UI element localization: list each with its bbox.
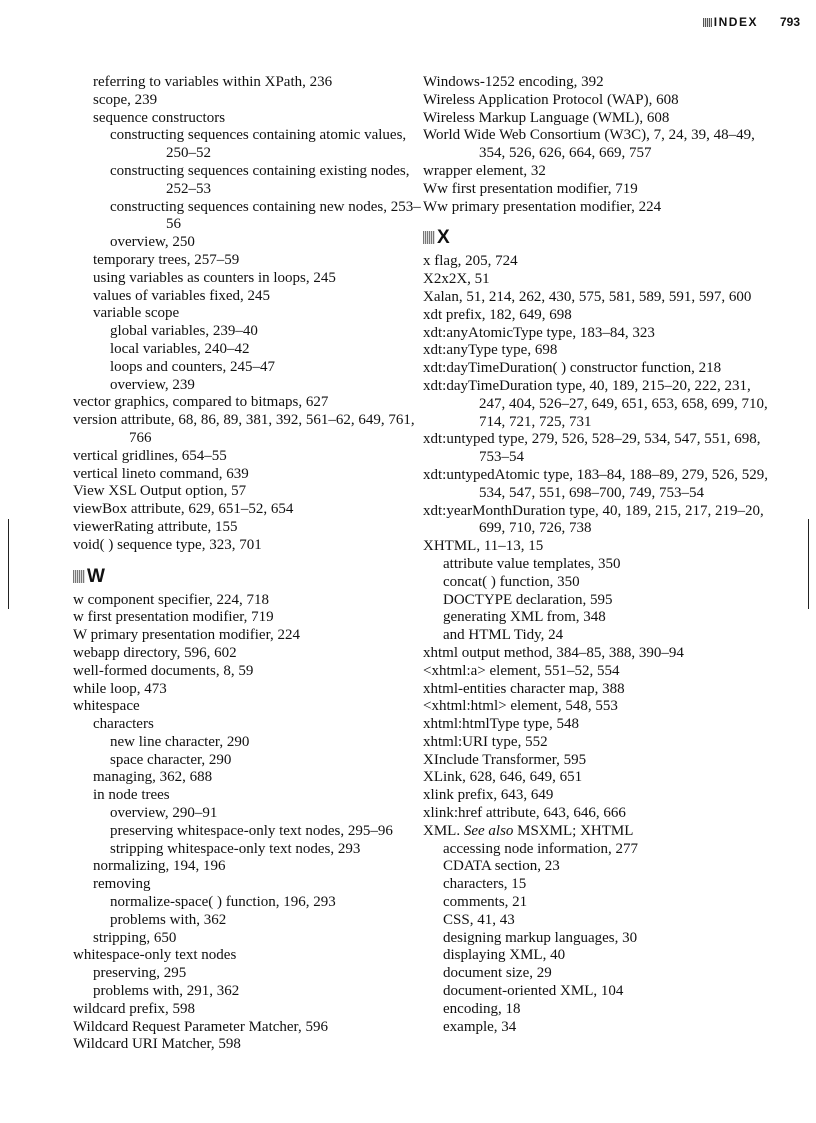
index-entry: viewBox attribute, 629, 651–52, 654: [73, 501, 294, 518]
section-marker-icon: [423, 231, 435, 244]
index-entry: XML. See also MSXML; XHTML: [423, 822, 634, 839]
index-entry: <xhtml:a> element, 551–52, 554: [423, 662, 620, 679]
index-entry: XInclude Transformer, 595: [423, 751, 587, 768]
index-entry: webapp directory, 596, 602: [73, 644, 237, 661]
index-entry: XHTML, 11–13, 15: [423, 538, 544, 555]
index-subentry: temporary trees, 257–59: [93, 251, 240, 268]
index-entry: X2x2X, 51: [423, 271, 490, 288]
index-entry: xlink:href attribute, 643, 646, 666: [423, 805, 626, 822]
index-entry: View XSL Output option, 57: [73, 483, 247, 500]
index-subentry: document-oriented XML, 104: [443, 983, 624, 1000]
index-subentry: stripping whitespace-only text nodes, 293: [110, 840, 361, 857]
index-entry: xdt:dayTimeDuration type, 40, 189, 215–20, 222, 231, 247, 404, 526–27, 649, 651, 653, 658, 699, 710, 714, 721, 725, 731: [423, 377, 768, 430]
index-subentry: CDATA section, 23: [443, 858, 560, 875]
index-entry: xdt:yearMonthDuration type, 40, 189, 215, 217, 219–20, 699, 710, 726, 738: [423, 502, 764, 537]
index-entry: x flag, 205, 724: [423, 253, 518, 270]
index-subentry: managing, 362, 688: [93, 769, 213, 786]
section-marker-icon: [73, 570, 85, 583]
index-entry: w first presentation modifier, 719: [73, 609, 274, 626]
index-subentry: normalize-space( ) function, 196, 293: [110, 894, 336, 911]
index-subentry: sequence constructors: [93, 109, 226, 126]
index-subentry: DOCTYPE declaration, 595: [443, 591, 613, 608]
index-entry: Wireless Markup Language (WML), 608: [423, 109, 670, 126]
index-entry: Xalan, 51, 214, 262, 430, 575, 581, 589, 591, 597, 600: [423, 288, 752, 305]
section-letter: X: [437, 227, 450, 249]
index-entry: <xhtml:html> element, 548, 553: [423, 698, 618, 715]
index-entry: well-formed documents, 8, 59: [73, 662, 254, 679]
index-subentry: characters: [93, 716, 154, 733]
index-subentry: preserving, 295: [93, 965, 187, 982]
index-subentry: constructing sequences containing existing nodes, 252–53: [110, 162, 410, 197]
index-subentry: constructing sequences containing atomic values, 250–52: [110, 127, 407, 162]
index-entry: Wildcard URI Matcher, 598: [73, 1036, 241, 1053]
trim-mark: [808, 519, 809, 609]
cross-reference: See also: [463, 822, 514, 839]
index-subentry: global variables, 239–40: [110, 323, 258, 340]
index-subentry: accessing node information, 277: [443, 840, 638, 857]
index-entry: whitespace-only text nodes: [73, 947, 237, 964]
index-subentry: generating XML from, 348: [443, 609, 606, 626]
index-entry: xhtml:htmlType type, 548: [423, 716, 580, 733]
index-subentry: space character, 290: [110, 751, 232, 768]
index-subentry: problems with, 362: [110, 911, 227, 928]
index-entry: while loop, 473: [73, 680, 167, 697]
section-marker-icon: [703, 18, 712, 27]
index-subentry: constructing sequences containing new nodes, 253–56: [110, 198, 421, 233]
index-entry: xhtml:URI type, 552: [423, 733, 548, 750]
index-subentry: comments, 21: [443, 894, 528, 911]
index-entry: wildcard prefix, 598: [73, 1000, 196, 1017]
index-subentry: normalizing, 194, 196: [93, 858, 226, 875]
index-entry: xlink prefix, 643, 649: [423, 787, 554, 804]
index-subentry: using variables as counters in loops, 245: [93, 269, 336, 286]
index-entry: XLink, 628, 646, 649, 651: [423, 769, 583, 786]
index-entry: Ww first presentation modifier, 719: [423, 180, 638, 197]
index-subentry: characters, 15: [443, 876, 527, 893]
page-number: 793: [779, 15, 800, 29]
index-subentry: and HTML Tidy, 24: [443, 627, 564, 644]
index-entry: xdt:anyAtomicType type, 183–84, 323: [423, 324, 655, 341]
index-subentry: scope, 239: [93, 91, 158, 108]
index-entry: xhtml-entities character map, 388: [423, 680, 625, 697]
index-entry: whitespace: [73, 698, 140, 715]
index-subentry: document size, 29: [443, 965, 552, 982]
section-heading-w: [73, 565, 423, 588]
index-entry: Wildcard Request Parameter Matcher, 596: [73, 1018, 328, 1035]
index-entry: xdt:untypedAtomic type, 183–84, 188–89, 279, 526, 529, 534, 547, 551, 698–700, 749, 753–54: [423, 466, 768, 501]
index-subentry: CSS, 41, 43: [443, 911, 515, 928]
index-subentry: attribute value templates, 350: [443, 555, 621, 572]
index-entry: wrapper element, 32: [423, 162, 546, 179]
trim-mark: [8, 519, 9, 609]
index-entry: xdt:untyped type, 279, 526, 528–29, 534, 547, 551, 698, 753–54: [423, 431, 761, 466]
index-column-left: [73, 74, 423, 1054]
index-entry: vertical gridlines, 654–55: [73, 447, 227, 464]
index-entry: xdt:anyType type, 698: [423, 342, 558, 359]
index-entry: Windows-1252 encoding, 392: [423, 74, 604, 90]
index-subentry: local variables, 240–42: [110, 340, 250, 357]
index-subentry: variable scope: [93, 305, 180, 322]
index-subentry: stripping, 650: [93, 929, 177, 946]
index-entry: xhtml output method, 384–85, 388, 390–94: [423, 644, 684, 661]
index-subentry: loops and counters, 245–47: [110, 358, 275, 375]
index-subentry: displaying XML, 40: [443, 947, 566, 964]
index-subentry: preserving whitespace-only text nodes, 295–96: [110, 822, 393, 839]
index-subentry: new line character, 290: [110, 733, 250, 750]
running-head: [703, 15, 800, 29]
index-subentry: overview, 250: [110, 234, 195, 251]
index-entry: Wireless Application Protocol (WAP), 608: [423, 91, 679, 108]
index-subentry: overview, 290–91: [110, 805, 218, 822]
index-column-right: [423, 74, 773, 1036]
running-head-section: INDEX: [713, 15, 758, 29]
index-subentry: overview, 239: [110, 376, 195, 393]
index-subentry: problems with, 291, 362: [93, 983, 240, 1000]
index-entry: xdt prefix, 182, 649, 698: [423, 306, 572, 323]
index-subentry: values of variables fixed, 245: [93, 287, 271, 304]
index-entry: version attribute, 68, 86, 89, 381, 392, 561–62, 649, 761, 766: [73, 412, 415, 446]
index-subentry: designing markup languages, 30: [443, 929, 638, 946]
index-subentry: removing: [93, 876, 151, 893]
index-entry: viewerRating attribute, 155: [73, 518, 238, 535]
index-subentry: in node trees: [93, 787, 170, 804]
index-entry: vector graphics, compared to bitmaps, 627: [73, 394, 329, 411]
index-entry: Ww primary presentation modifier, 224: [423, 198, 662, 215]
index-entry: xdt:dayTimeDuration( ) constructor function, 218: [423, 360, 722, 377]
index-subentry: concat( ) function, 350: [443, 573, 580, 590]
section-letter: W: [87, 565, 105, 587]
index-subentry: example, 34: [443, 1018, 517, 1035]
index-subentry: referring to variables within XPath, 236: [93, 74, 333, 90]
index-entry: W primary presentation modifier, 224: [73, 627, 300, 644]
index-entry: World Wide Web Consortium (W3C), 7, 24, 39, 48–49, 354, 526, 626, 664, 669, 757: [423, 127, 755, 162]
index-subentry: encoding, 18: [443, 1000, 521, 1017]
index-entry: void( ) sequence type, 323, 701: [73, 536, 262, 553]
section-heading-x: [423, 226, 773, 249]
index-entry: w component specifier, 224, 718: [73, 591, 270, 608]
index-entry: vertical lineto command, 639: [73, 465, 249, 482]
